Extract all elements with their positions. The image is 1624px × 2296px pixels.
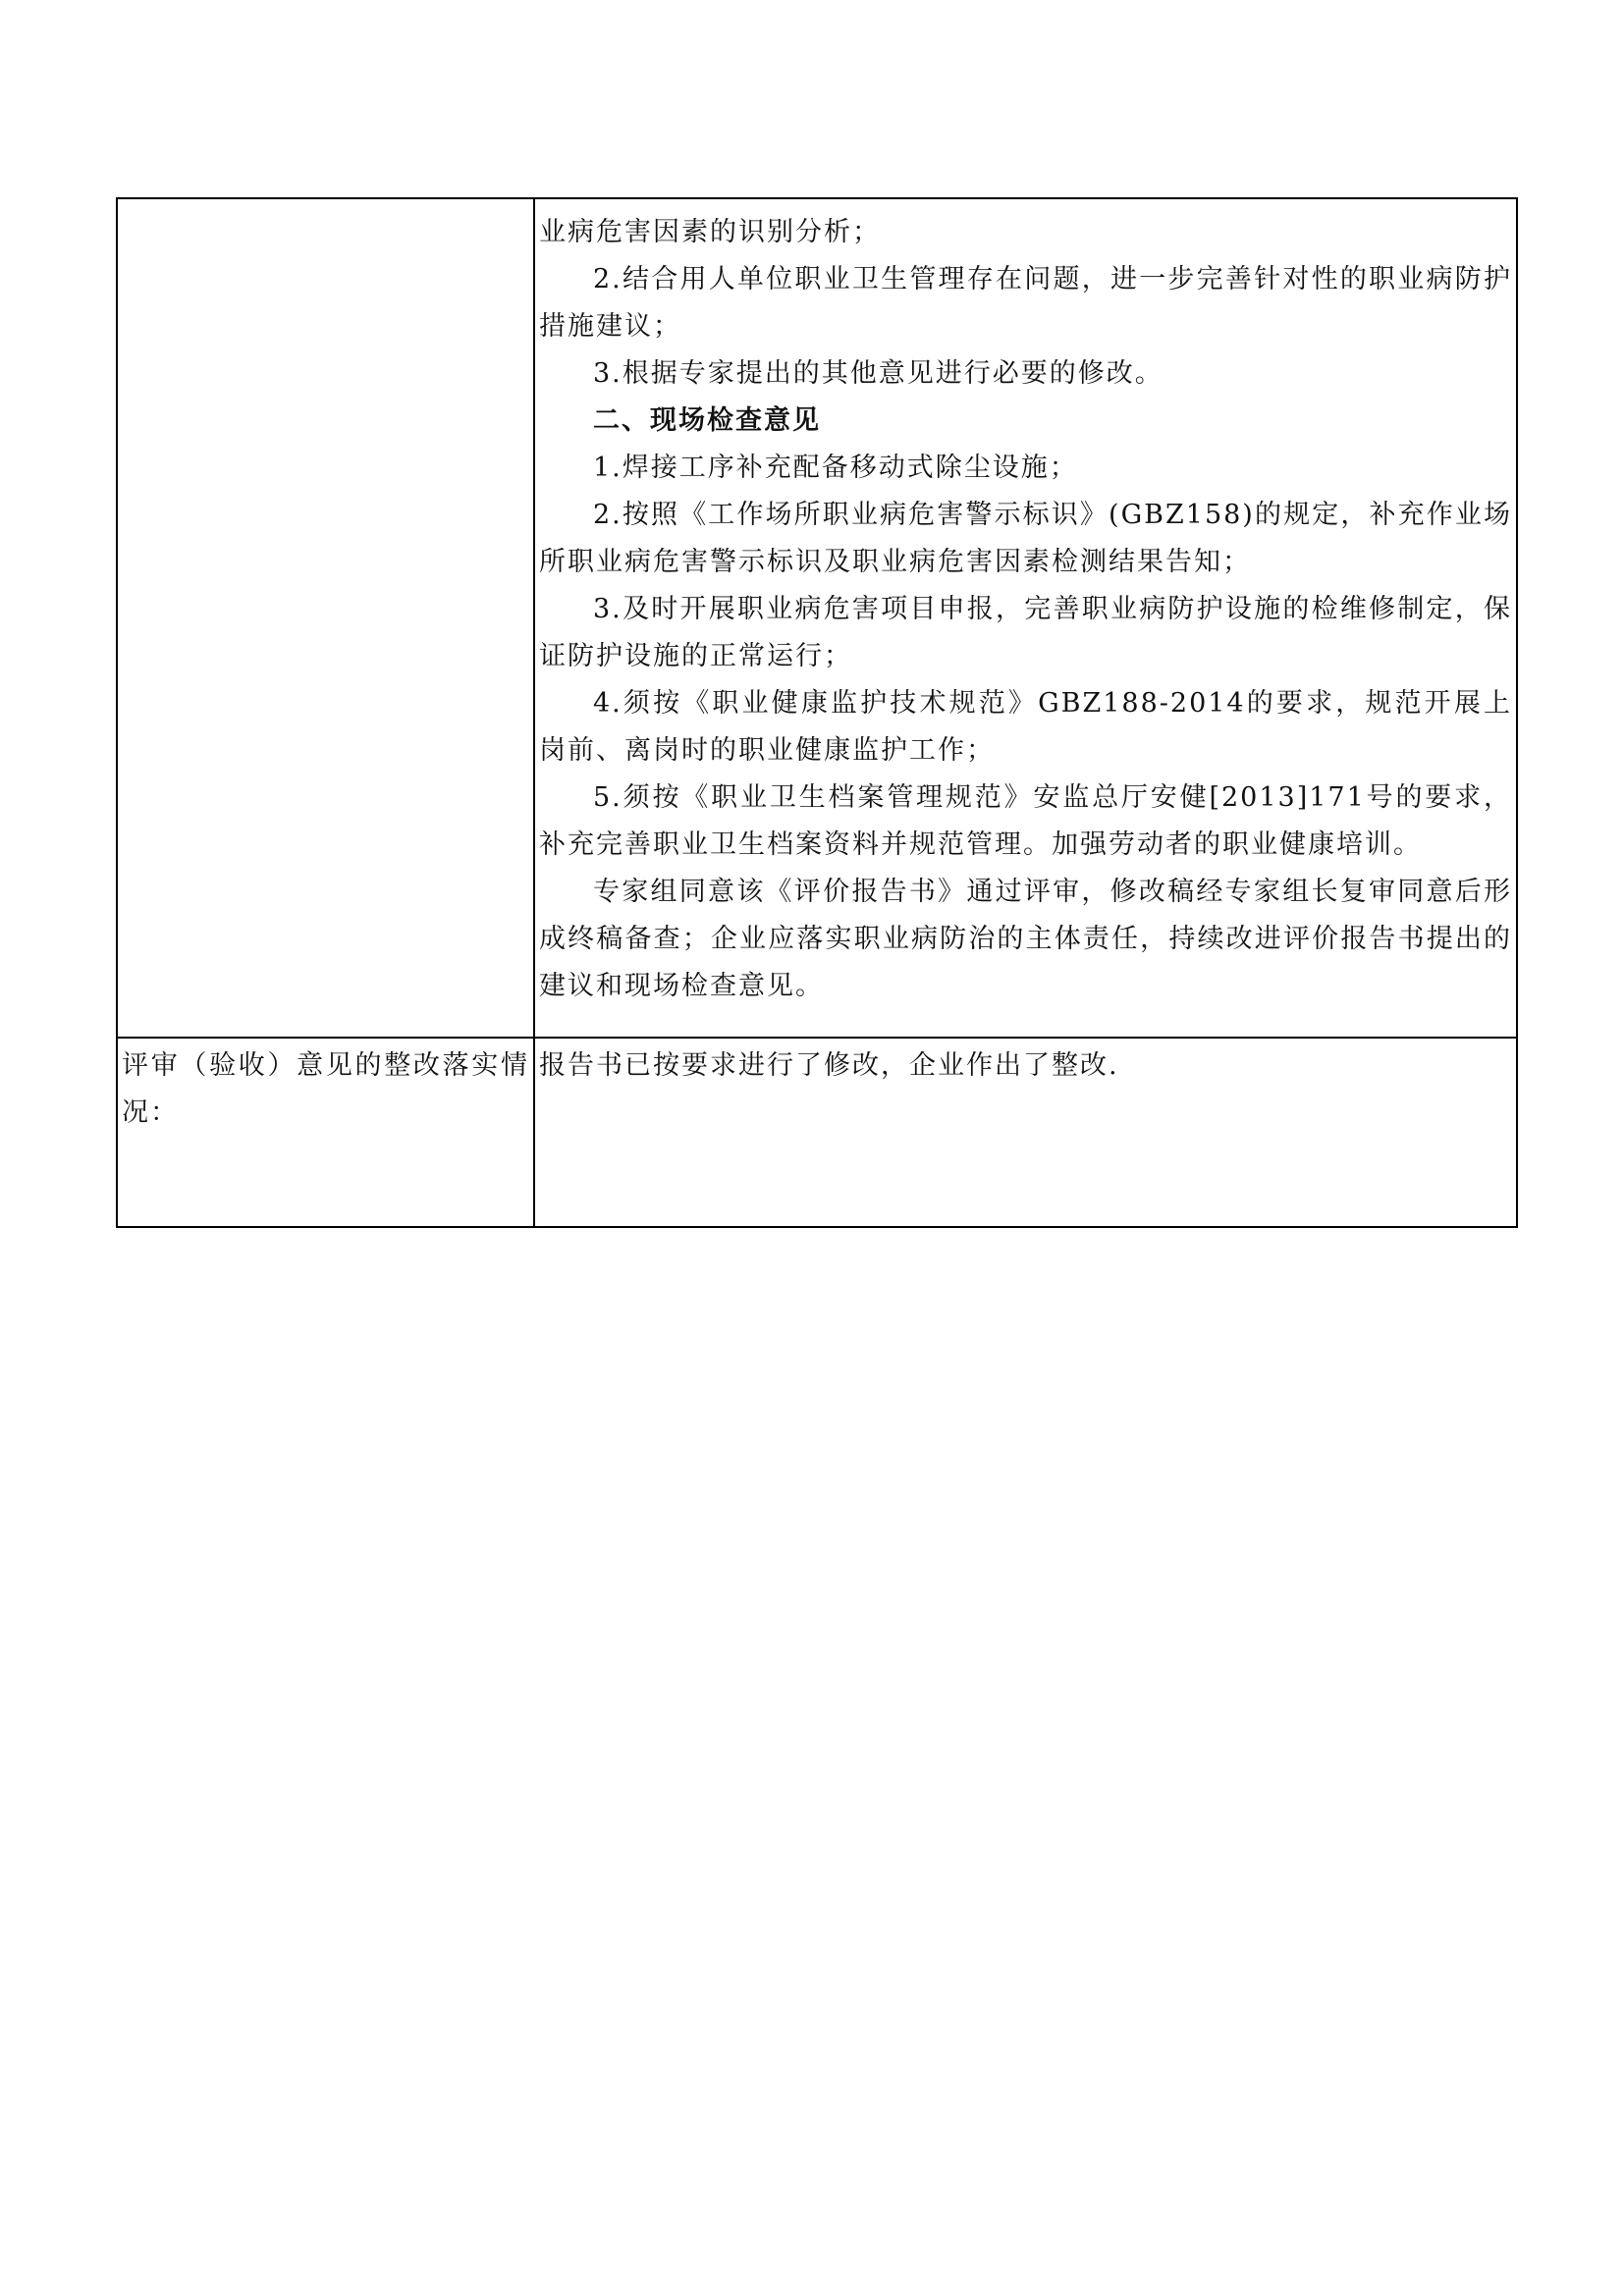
rectification-value-cell bbox=[534, 1038, 1517, 1227]
paragraph-project-declaration: 3.及时开展职业病危害项目申报，完善职业病防护设施的检维修制定，保证防护设施的正常运行； bbox=[539, 594, 1512, 671]
rectification-row bbox=[117, 1038, 1517, 1227]
section-heading-site-inspection: 二、现场检查意见 bbox=[593, 405, 821, 436]
rectification-label: 评审（验收）意见的整改落实情况： bbox=[122, 1050, 529, 1128]
paragraph-archive-management: 5.须按《职业卫生档案管理规范》安监总厅安健[2013]171号的要求，补充完善职业卫生档案资料并规范管理。加强劳动者的职业健康培训。 bbox=[539, 782, 1512, 860]
paragraph-warning-signs: 2.按照《工作场所职业病危害警示标识》(GBZ158)的规定，补充作业场所职业病危害警示标识及职业病危害因素检测结果告知； bbox=[539, 500, 1512, 577]
paragraph-other-revisions: 3.根据专家提出的其他意见进行必要的修改。 bbox=[593, 358, 1164, 389]
paragraph-expert-conclusion: 专家组同意该《评价报告书》通过评审，修改稿经专家组长复审同意后形成终稿备查；企业应落实职业病防治的主体责任，持续改进评价报告书提出的建议和现场检查意见。 bbox=[539, 877, 1512, 1001]
paragraph-protection-suggestions: 2.结合用人单位职业卫生管理存在问题，进一步完善针对性的职业病防护措施建议； bbox=[539, 264, 1512, 342]
paragraph-hazard-analysis: 业病危害因素的识别分析； bbox=[539, 217, 881, 247]
review-opinion-label-cell bbox=[117, 198, 534, 1038]
paragraph-dust-removal: 1.焊接工序补充配备移动式除尘设施； bbox=[593, 453, 1078, 483]
rectification-value: 报告书已按要求进行了修改，企业作出了整改. bbox=[539, 1050, 1119, 1081]
rectification-label-cell bbox=[117, 1038, 534, 1227]
review-table bbox=[116, 197, 1518, 1228]
review-opinion-row bbox=[117, 198, 1517, 1038]
paragraph-health-monitoring: 4.须按《职业健康监护技术规范》GBZ188-2014的要求，规范开展上岗前、离岗时的职业健康监护工作； bbox=[539, 688, 1512, 766]
review-opinion-content-cell bbox=[534, 198, 1517, 1038]
